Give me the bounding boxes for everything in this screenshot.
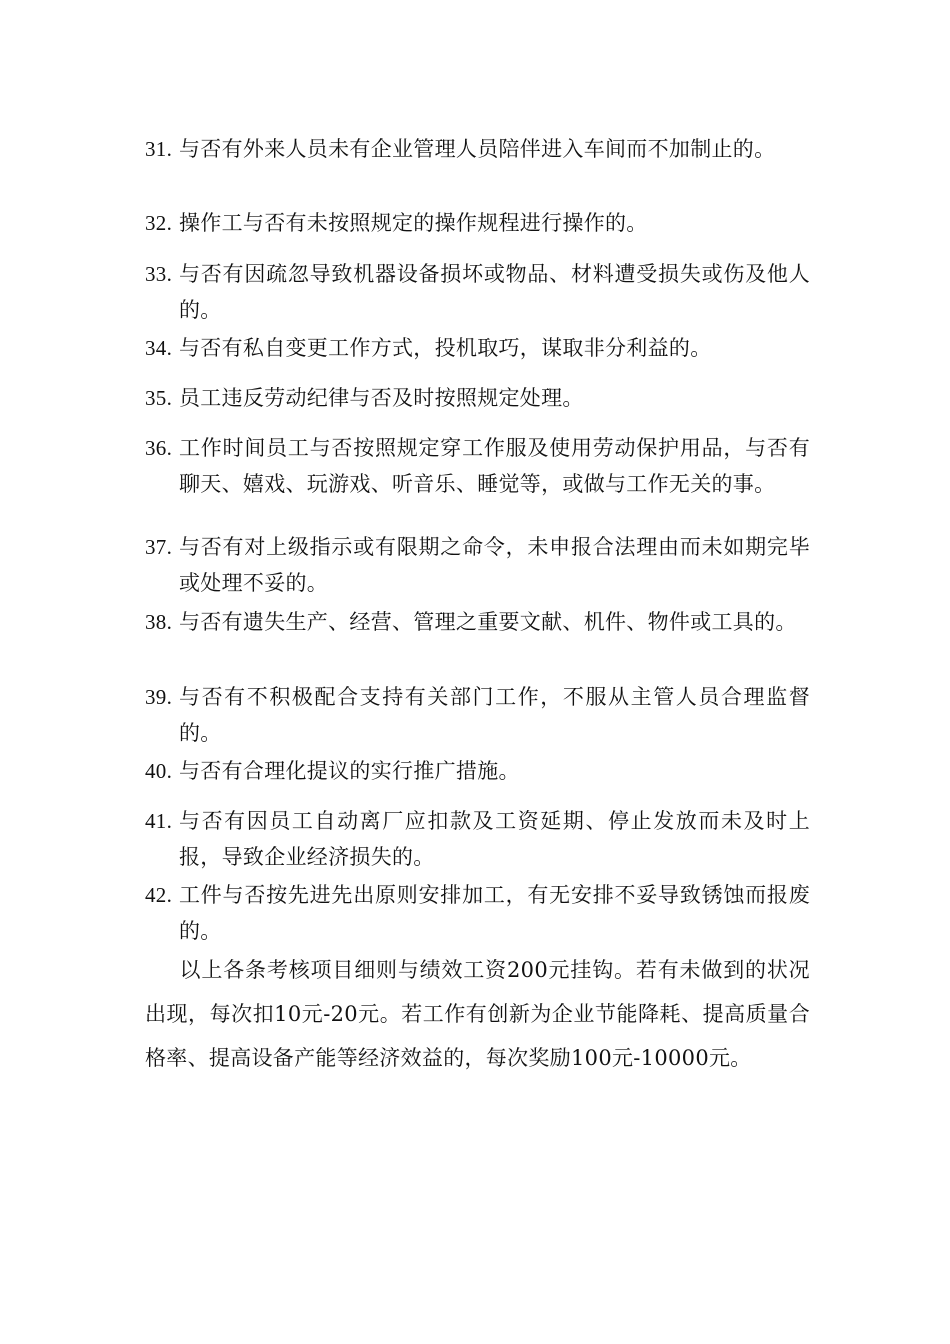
item-number: 35. [145,386,173,410]
list-item [145,604,810,640]
list-item [145,256,810,328]
item-number: 32. [145,211,173,235]
list-item [145,753,810,789]
list-item [145,131,810,167]
item-text: 操作工与否有未按照规定的操作规程进行操作的。 [179,211,648,235]
list-item [145,205,810,241]
item-text: 与否有合理化提议的实行推广措施。 [179,759,520,783]
item-number: 36. [145,436,173,460]
list-item [145,380,810,416]
item-text: 员工违反劳动纪律与否及时按照规定处理。 [179,386,584,410]
item-number: 33. [145,262,173,286]
item-text: 工件与否按先进先出原则安排加工，有无安排不妥导致锈蚀而报废的。 [179,883,810,943]
list-item [145,803,810,875]
item-number: 38. [145,610,173,634]
item-text: 与否有对上级指示或有限期之命令，未申报合法理由而未如期完毕或处理不妥的。 [179,535,810,595]
item-number: 39. [145,685,173,709]
item-text: 与否有私自变更工作方式，投机取巧，谋取非分利益的。 [179,336,712,360]
item-number: 40. [145,759,173,783]
closing-paragraph-text: 以上各条考核项目细则与绩效工资200元挂钩。若有未做到的状况出现，每次扣10元-20元。若工作有创新为企业节能降耗、提高质量合格率、提高设备产能等经济效益的，每次奖励100元-10000元。 [145,958,810,1070]
item-number: 42. [145,883,173,907]
item-text: 与否有不积极配合支持有关部门工作，不服从主管人员合理监督的。 [179,685,810,745]
item-number: 31. [145,137,173,161]
item-number: 37. [145,535,173,559]
item-text: 与否有遗失生产、经营、管理之重要文献、机件、物件或工具的。 [179,610,797,634]
list-item [145,679,810,751]
list-item [145,330,810,366]
item-number: 41. [145,809,173,833]
item-number: 34. [145,336,173,360]
item-text: 与否有因员工自动离厂应扣款及工资延期、停止发放而未及时上报，导致企业经济损失的。 [179,809,810,869]
list-item [145,529,810,601]
closing-paragraph [145,948,810,1080]
item-text: 与否有外来人员未有企业管理人员陪伴进入车间而不加制止的。 [179,137,776,161]
list-item [145,430,810,502]
item-text: 与否有因疏忽导致机器设备损坏或物品、材料遭受损失或伤及他人的。 [179,262,810,322]
list-item [145,877,810,949]
item-text: 工作时间员工与否按照规定穿工作服及使用劳动保护用品，与否有聊天、嬉戏、玩游戏、听音乐、睡觉等，或做与工作无关的事。 [179,436,810,496]
